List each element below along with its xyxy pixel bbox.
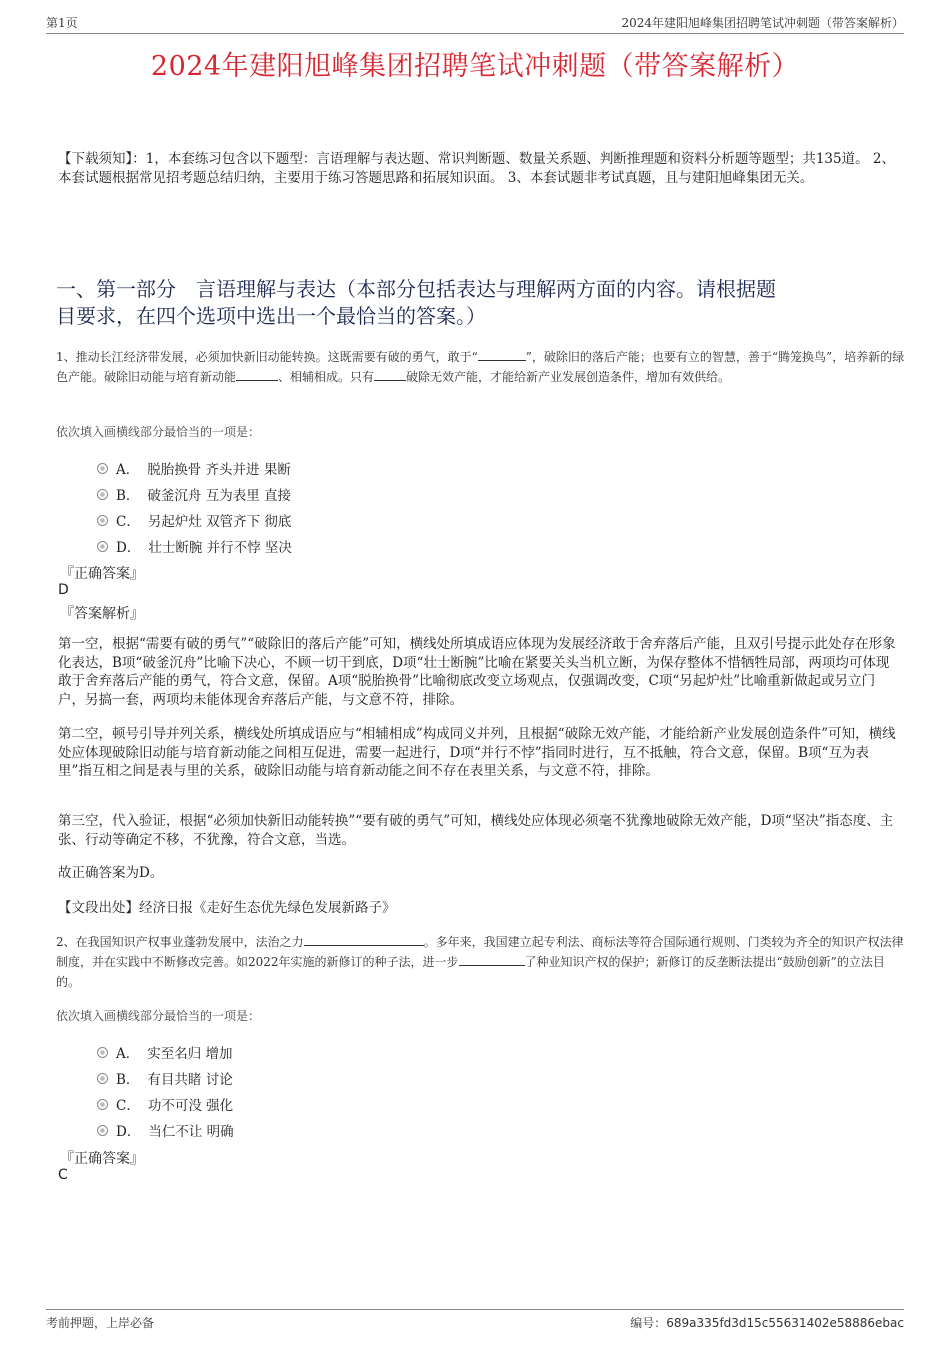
footer-code-label: 编号： [630,1316,667,1330]
footer-divider [46,1309,904,1310]
section-heading [56,276,906,330]
download-notice: 【下载须知】：1，本套练习包含以下题型：言语理解与表达题、常识判断题、数量关系题、判断推理题和资料分析题等题型；共135道。 2、本套试题根据常见招考题总结归纳，主要用于练习答题思路和拓展知识面。 3、本套试题非考试真题，且与建阳旭峰集团无关。 [58,151,895,186]
radio-icon[interactable] [97,515,108,526]
q2-option-c[interactable]: C． 功不可没 强化 [97,1094,233,1114]
page-title: 2024年建阳旭峰集团招聘笔试冲刺题（带答案解析） [150,51,800,82]
q1-option-b[interactable]: B． 破釜沉舟 互为表里 直接 [97,484,291,504]
q1-analysis-para-1: 第一空，根据“需要有破的勇气”“破除旧的落后产能”可知，横线处所填成语应体现为发展经济敢于舍弃落后产能，且双引号提示此处存在形象化表达，B项“破釜沉舟”比喻下决心，不顾一切干到底，D项“壮士断腕”比喻在紧要关头当机立断，为保存整体不惜牺牲局部，两项均可体现敢于舍弃落后产能的勇气，符合文意，保留。A项“脱胎换骨”比喻彻底改变立场观点，仅强调改变，C项“另起炉灶”比喻重新做起或另立门户，另搞一套，两项均未能体现舍弃落后产能，与文意不符，排除。 [58,636,896,708]
section-heading-line-2: 目要求，在四个选项中选出一个最恰当的答案。） [56,304,486,328]
radio-icon[interactable] [97,1047,108,1058]
q1-instruction: 依次填入画横线部分最恰当的一项是： [56,425,261,439]
footer-slogan: 考前押题，上岸必备 [46,1316,155,1330]
q2-blank-1 [304,933,424,946]
question-2-stem [56,932,906,992]
q1-analysis-conclusion: 故正确答案为D。 [58,865,164,881]
q2-option-d[interactable]: D． 当仁不让 明确 [97,1120,234,1140]
header-divider [46,33,904,34]
footer-code [630,1314,904,1331]
q1-analysis-para-3: 第三空，代入验证，根据“必须加快新旧动能转换”“要有破的勇气”可知，横线处应体现必须毫不犹豫地破除无效产能，D项“坚决”指态度、主张、行动等确定不移，不犹豫，符合文意，当选。 [58,813,894,848]
q1-analysis-para-2: 第二空，顿号引导并列关系，横线处所填成语应与“相辅相成”构成同义并列，且根据“破除无效产能，才能给新产业发展创造条件”可知，横线处应体现破除旧动能与培育新动能之间相互促进，需要一起进行，D项“并行不悖”指同时进行，互不抵触，符合文意，保留。B项“互为表里”指互相之间是表与里的关系，破除旧动能与培育新动能之间不存在表里关系，与文意不符，排除。 [58,726,896,779]
q1-option-c[interactable]: C． 另起炉灶 双管齐下 彻底 [97,510,291,530]
q2-blank-2 [459,953,525,966]
q2-correct-label: 『正确答案』 [60,1151,144,1167]
q1-text-c: 、相辅相成。只有 [278,370,375,384]
radio-icon[interactable] [97,489,108,500]
radio-icon[interactable] [97,1073,108,1084]
radio-icon[interactable] [97,463,108,474]
radio-icon[interactable] [97,1099,108,1110]
radio-icon[interactable] [97,1125,108,1136]
section-heading-line-1: 一、第一部分 言语理解与表达（本部分包括表达与理解两方面的内容。请根据题 [56,277,776,301]
q2-answer: C [58,1167,68,1183]
q1-text-d: 破除无效产能，才能给新产业发展创造条件，增加有效供给。 [406,370,731,384]
q1-answer: D [58,582,69,598]
q2-text-c: 了种业知识产权的保护；新修订的反垄断法提出“鼓励创新”的立法目的。 [56,955,885,989]
q2-instruction: 依次填入画横线部分最恰当的一项是： [56,1009,261,1023]
q2-option-a[interactable]: A． 实至名归 增加 [97,1042,233,1062]
q2-option-b[interactable]: B． 有目共睹 讨论 [97,1068,233,1088]
q1-blank-3 [374,368,406,381]
q1-option-d[interactable]: D． 壮士断腕 并行不悖 坚决 [97,536,292,556]
q1-source: 【文段出处】经济日报《走好生态优先绿色发展新路子》 [58,900,396,916]
running-title: 2024年建阳旭峰集团招聘笔试冲刺题（带答案解析） [621,16,904,30]
q2-text-a: 2、在我国知识产权事业蓬勃发展中，法治之力 [56,935,304,949]
page-number: 第1页 [46,16,78,30]
q1-blank-2 [236,368,278,381]
q1-text-a: 1、推动长江经济带发展，必须加快新旧动能转换。这既需要有破的勇气，敢于“ [56,350,478,364]
q2-text-b: 。多年来，我国建立起专利法、商标法等符合国际通行规则、门类较为齐全的知识产权法律制度，并在实践中不断修改完善。如2022年实施的新修订的种子法，进一步 [56,935,904,969]
q1-option-a[interactable]: A． 脱胎换骨 齐头并进 果断 [97,458,291,478]
question-1-stem [56,347,906,387]
footer-code-value: 689a335fd3d15c55631402e58886ebac [666,1316,904,1330]
q1-blank-1 [478,348,526,361]
radio-icon[interactable] [97,541,108,552]
q1-text-b: ”，破除旧的落后产能；也要有立的智慧，善于“腾笼换鸟”，培养新的绿色产能。破除旧动能与培育新动能 [56,350,905,384]
q1-correct-label: 『正确答案』 [60,566,144,582]
q1-analysis-label: 『答案解析』 [60,606,144,622]
